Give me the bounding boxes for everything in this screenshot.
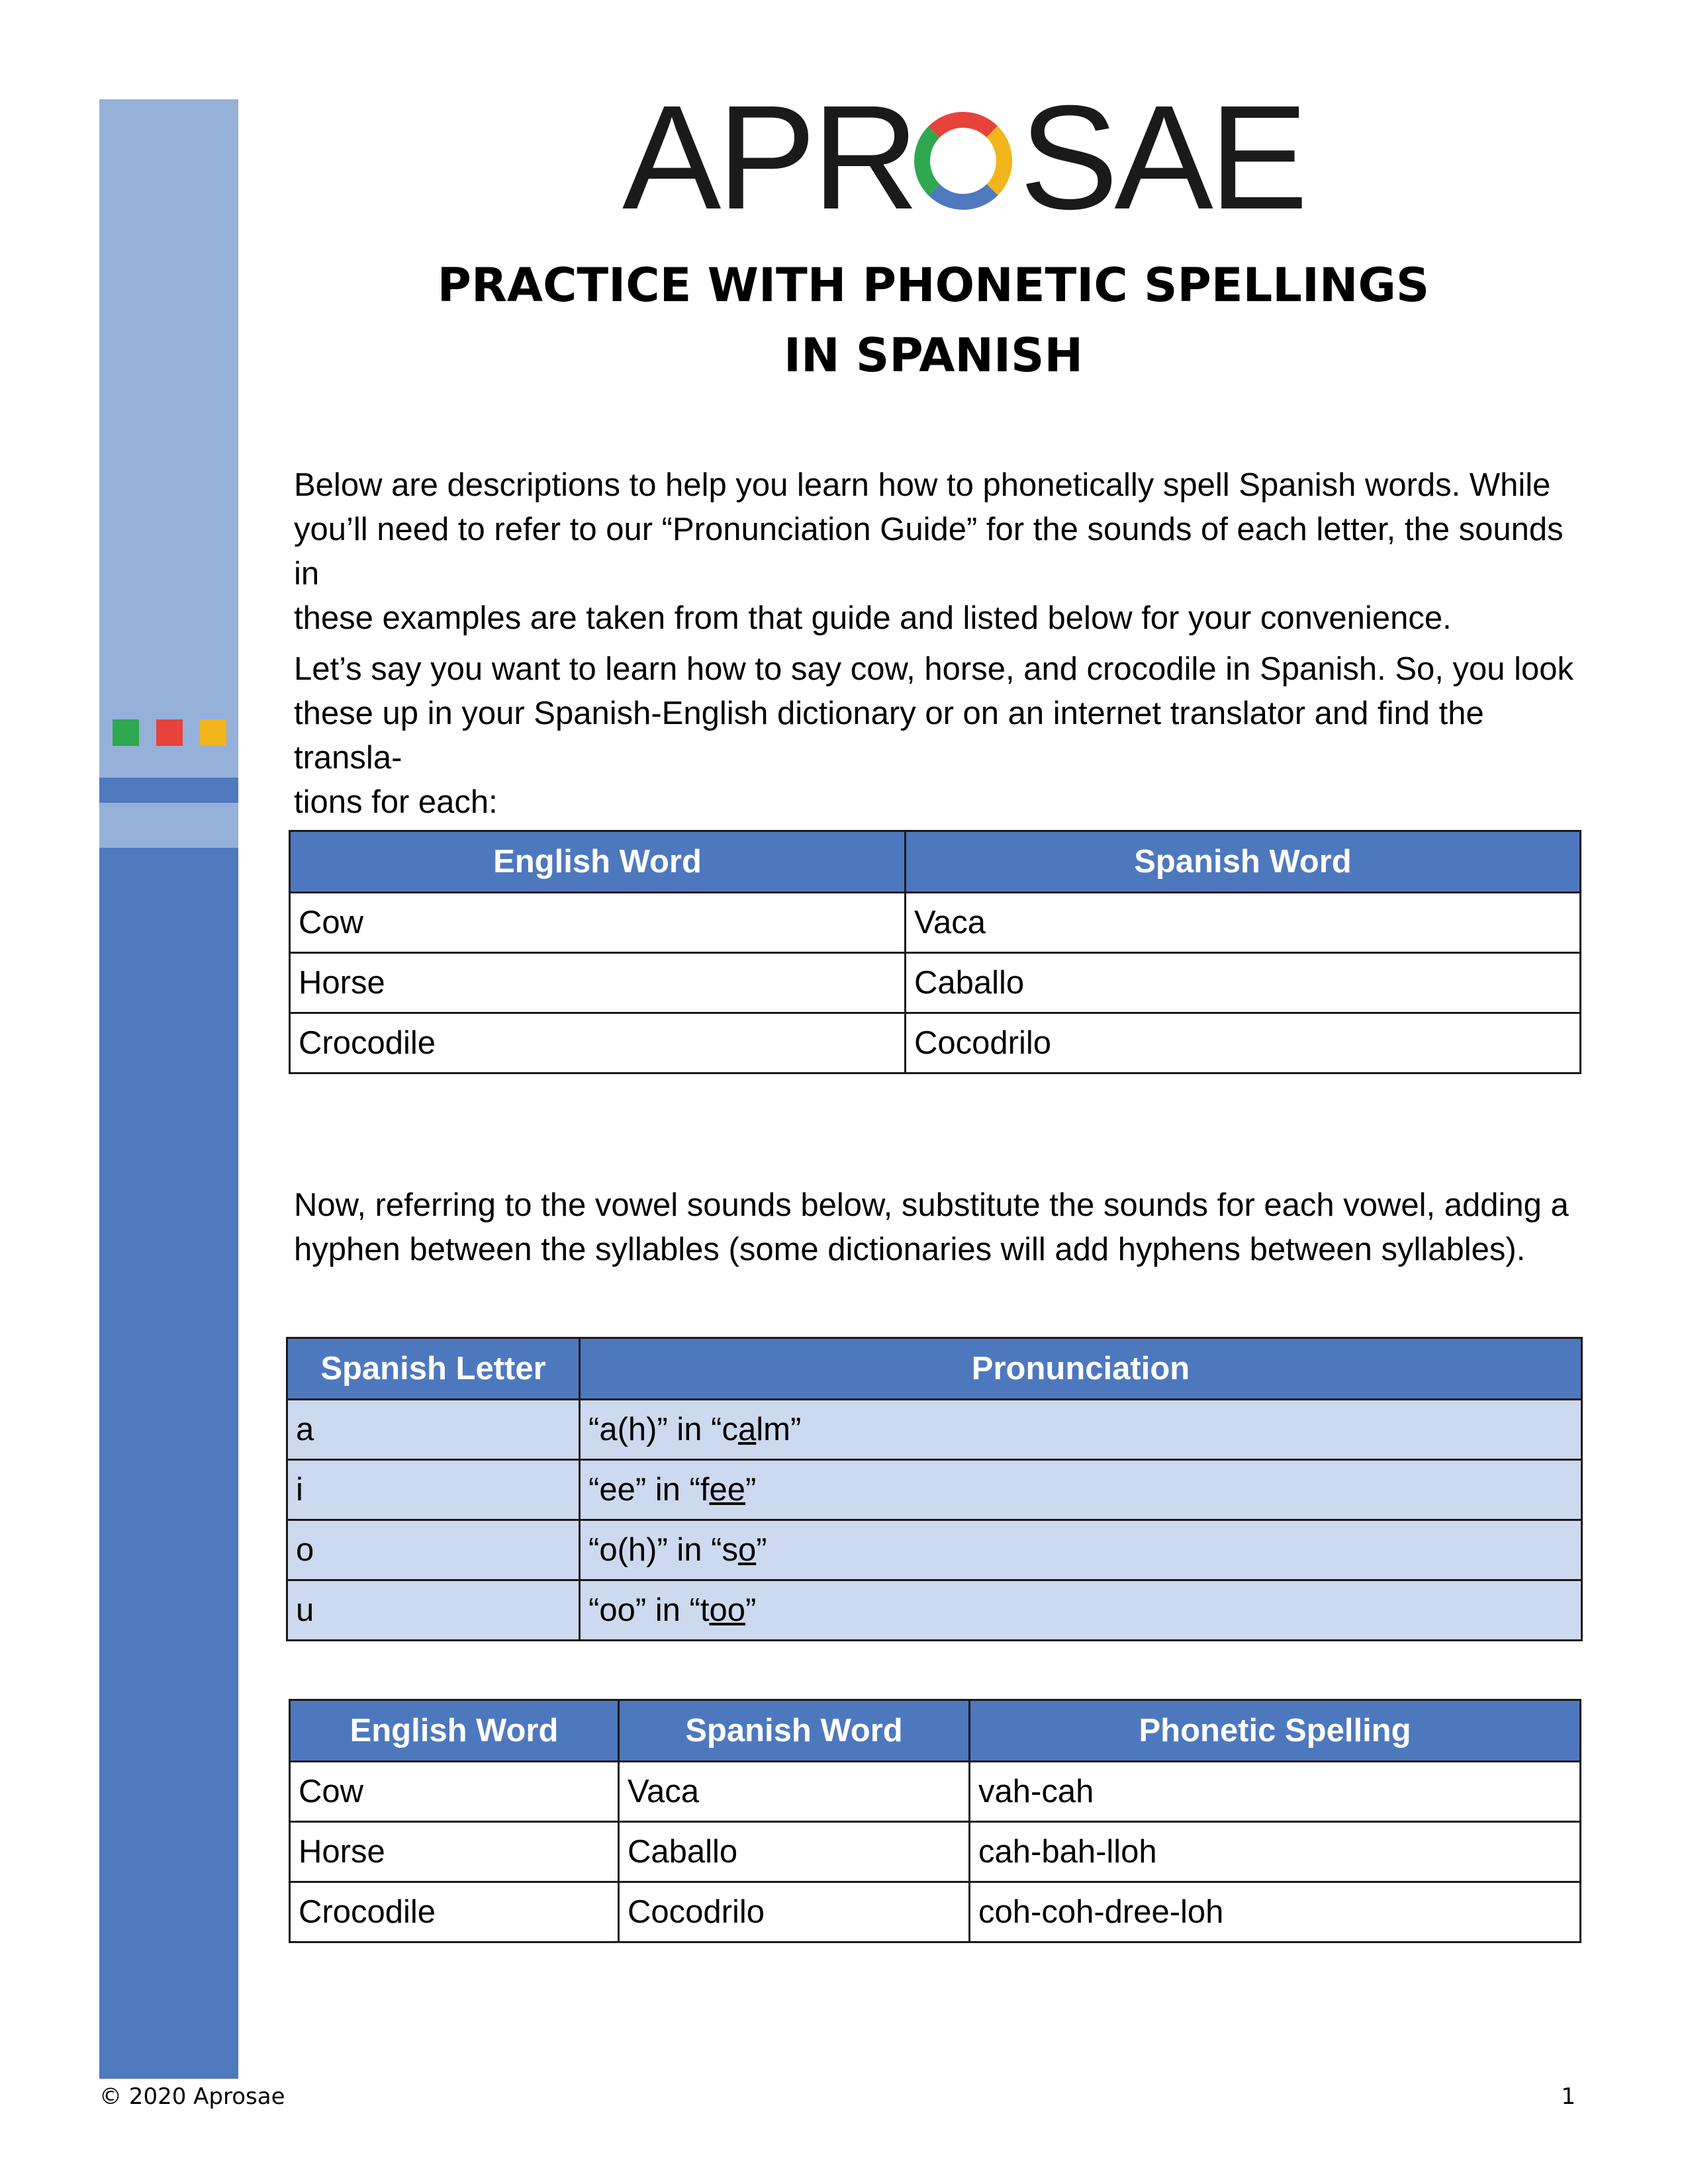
pronunciation-text: lm” [756, 1412, 802, 1447]
column-header: English Word [290, 1700, 619, 1762]
translation-table [289, 830, 1581, 1074]
pronunciation-text: “a(h)” in “c [588, 1412, 738, 1447]
aprosae-logo [622, 75, 1305, 240]
logo-text-left: APR [622, 75, 915, 240]
table-cell: Horse [290, 1822, 619, 1882]
pronunciation-text: “ee” in “f [588, 1472, 710, 1508]
table-cell: Crocodile [290, 1013, 906, 1073]
table-row [290, 893, 1581, 953]
table-row [290, 1762, 1581, 1822]
table-cell: i [287, 1460, 580, 1520]
table-cell: Vaca [619, 1762, 970, 1822]
table-cell: Caballo [619, 1822, 970, 1882]
table-cell: Cocodrilo [906, 1013, 1581, 1073]
underlined-vowel: oo [709, 1592, 745, 1628]
table-cell [580, 1400, 1582, 1460]
table-header-row [287, 1338, 1582, 1400]
table-row [290, 1882, 1581, 1942]
table-header-row [290, 831, 1581, 893]
vowel-pronunciation-table [286, 1337, 1583, 1641]
table-row [287, 1520, 1582, 1580]
column-header: Spanish Word [906, 831, 1581, 893]
pronunciation-text: “o(h)” in “s [588, 1532, 738, 1568]
table-cell [580, 1520, 1582, 1580]
column-header: Pronunciation [580, 1338, 1582, 1400]
underlined-vowel: a [737, 1412, 757, 1447]
logo-ring-icon [905, 103, 1021, 218]
logo-text-right: SAE [1019, 75, 1305, 240]
page-title-line-1: PRACTICE WITH PHONETIC SPELLINGS [437, 258, 1430, 312]
table-cell: Caballo [906, 953, 1581, 1013]
page-number: 1 [1561, 2083, 1575, 2110]
table-cell: Horse [290, 953, 906, 1013]
red-square-icon [156, 719, 183, 746]
table-cell [580, 1580, 1582, 1641]
example-paragraph: Let’s say you want to learn how to say cow, horse, and crocodile in Spanish. So, you look these up in your Spanish-English dictionary or on an internet translator and find the transla- tions for each: [294, 651, 1573, 820]
sidebar-decoration-middle [99, 803, 238, 848]
table-row [290, 953, 1581, 1013]
page-title-line-2: IN SPANISH [783, 328, 1084, 383]
table-row [290, 1013, 1581, 1073]
table-cell: Cow [290, 893, 906, 953]
table-cell: coh-coh-dree-loh [970, 1882, 1581, 1942]
underlined-vowel: o [737, 1532, 757, 1568]
underlined-vowel: ee [709, 1472, 745, 1508]
pronunciation-text: ” [745, 1592, 757, 1628]
pronunciation-text: ” [756, 1532, 767, 1568]
table-row [287, 1400, 1582, 1460]
table-cell: Crocodile [290, 1882, 619, 1942]
sidebar-decoration-top [99, 99, 238, 778]
sidebar-decoration-bottom [99, 848, 238, 2079]
table-cell: Cow [290, 1762, 619, 1822]
table-cell: cah-bah-lloh [970, 1822, 1581, 1882]
pronunciation-text: ” [745, 1472, 757, 1508]
green-square-icon [113, 719, 139, 746]
column-header: Spanish Letter [287, 1338, 580, 1400]
table-cell: vah-cah [970, 1762, 1581, 1822]
table-cell: o [287, 1520, 580, 1580]
table-cell: a [287, 1400, 580, 1460]
column-header: Phonetic Spelling [970, 1700, 1581, 1762]
column-header: English Word [290, 831, 906, 893]
table-cell: Cocodrilo [619, 1882, 970, 1942]
table-row [290, 1822, 1581, 1882]
table-cell: Vaca [906, 893, 1581, 953]
table-header-row [290, 1700, 1581, 1762]
table-row [287, 1460, 1582, 1520]
table-cell: u [287, 1580, 580, 1641]
vowel-instructions-paragraph: Now, referring to the vowel sounds below, substitute the sounds for each vowel, adding a hyphen between the syllables (some dictionaries will add hyphens between syllables). [294, 1187, 1569, 1267]
table-cell [580, 1460, 1582, 1520]
column-header: Spanish Word [619, 1700, 970, 1762]
phonetic-spelling-table [289, 1699, 1581, 1943]
yellow-square-icon [200, 719, 226, 746]
pronunciation-text: “oo” in “t [588, 1592, 710, 1628]
sidebar-decoration-stripe [99, 778, 238, 803]
footer-copyright: © 2020 Aprosae [99, 2083, 285, 2110]
table-row [287, 1580, 1582, 1641]
intro-paragraph: Below are descriptions to help you learn how to phonetically spell Spanish words. While you’ll need to refer to our “Pronunciation Guide” for the sounds of each letter, the sounds in these examples are taken from that guide and listed below for your convenience. [294, 467, 1564, 636]
